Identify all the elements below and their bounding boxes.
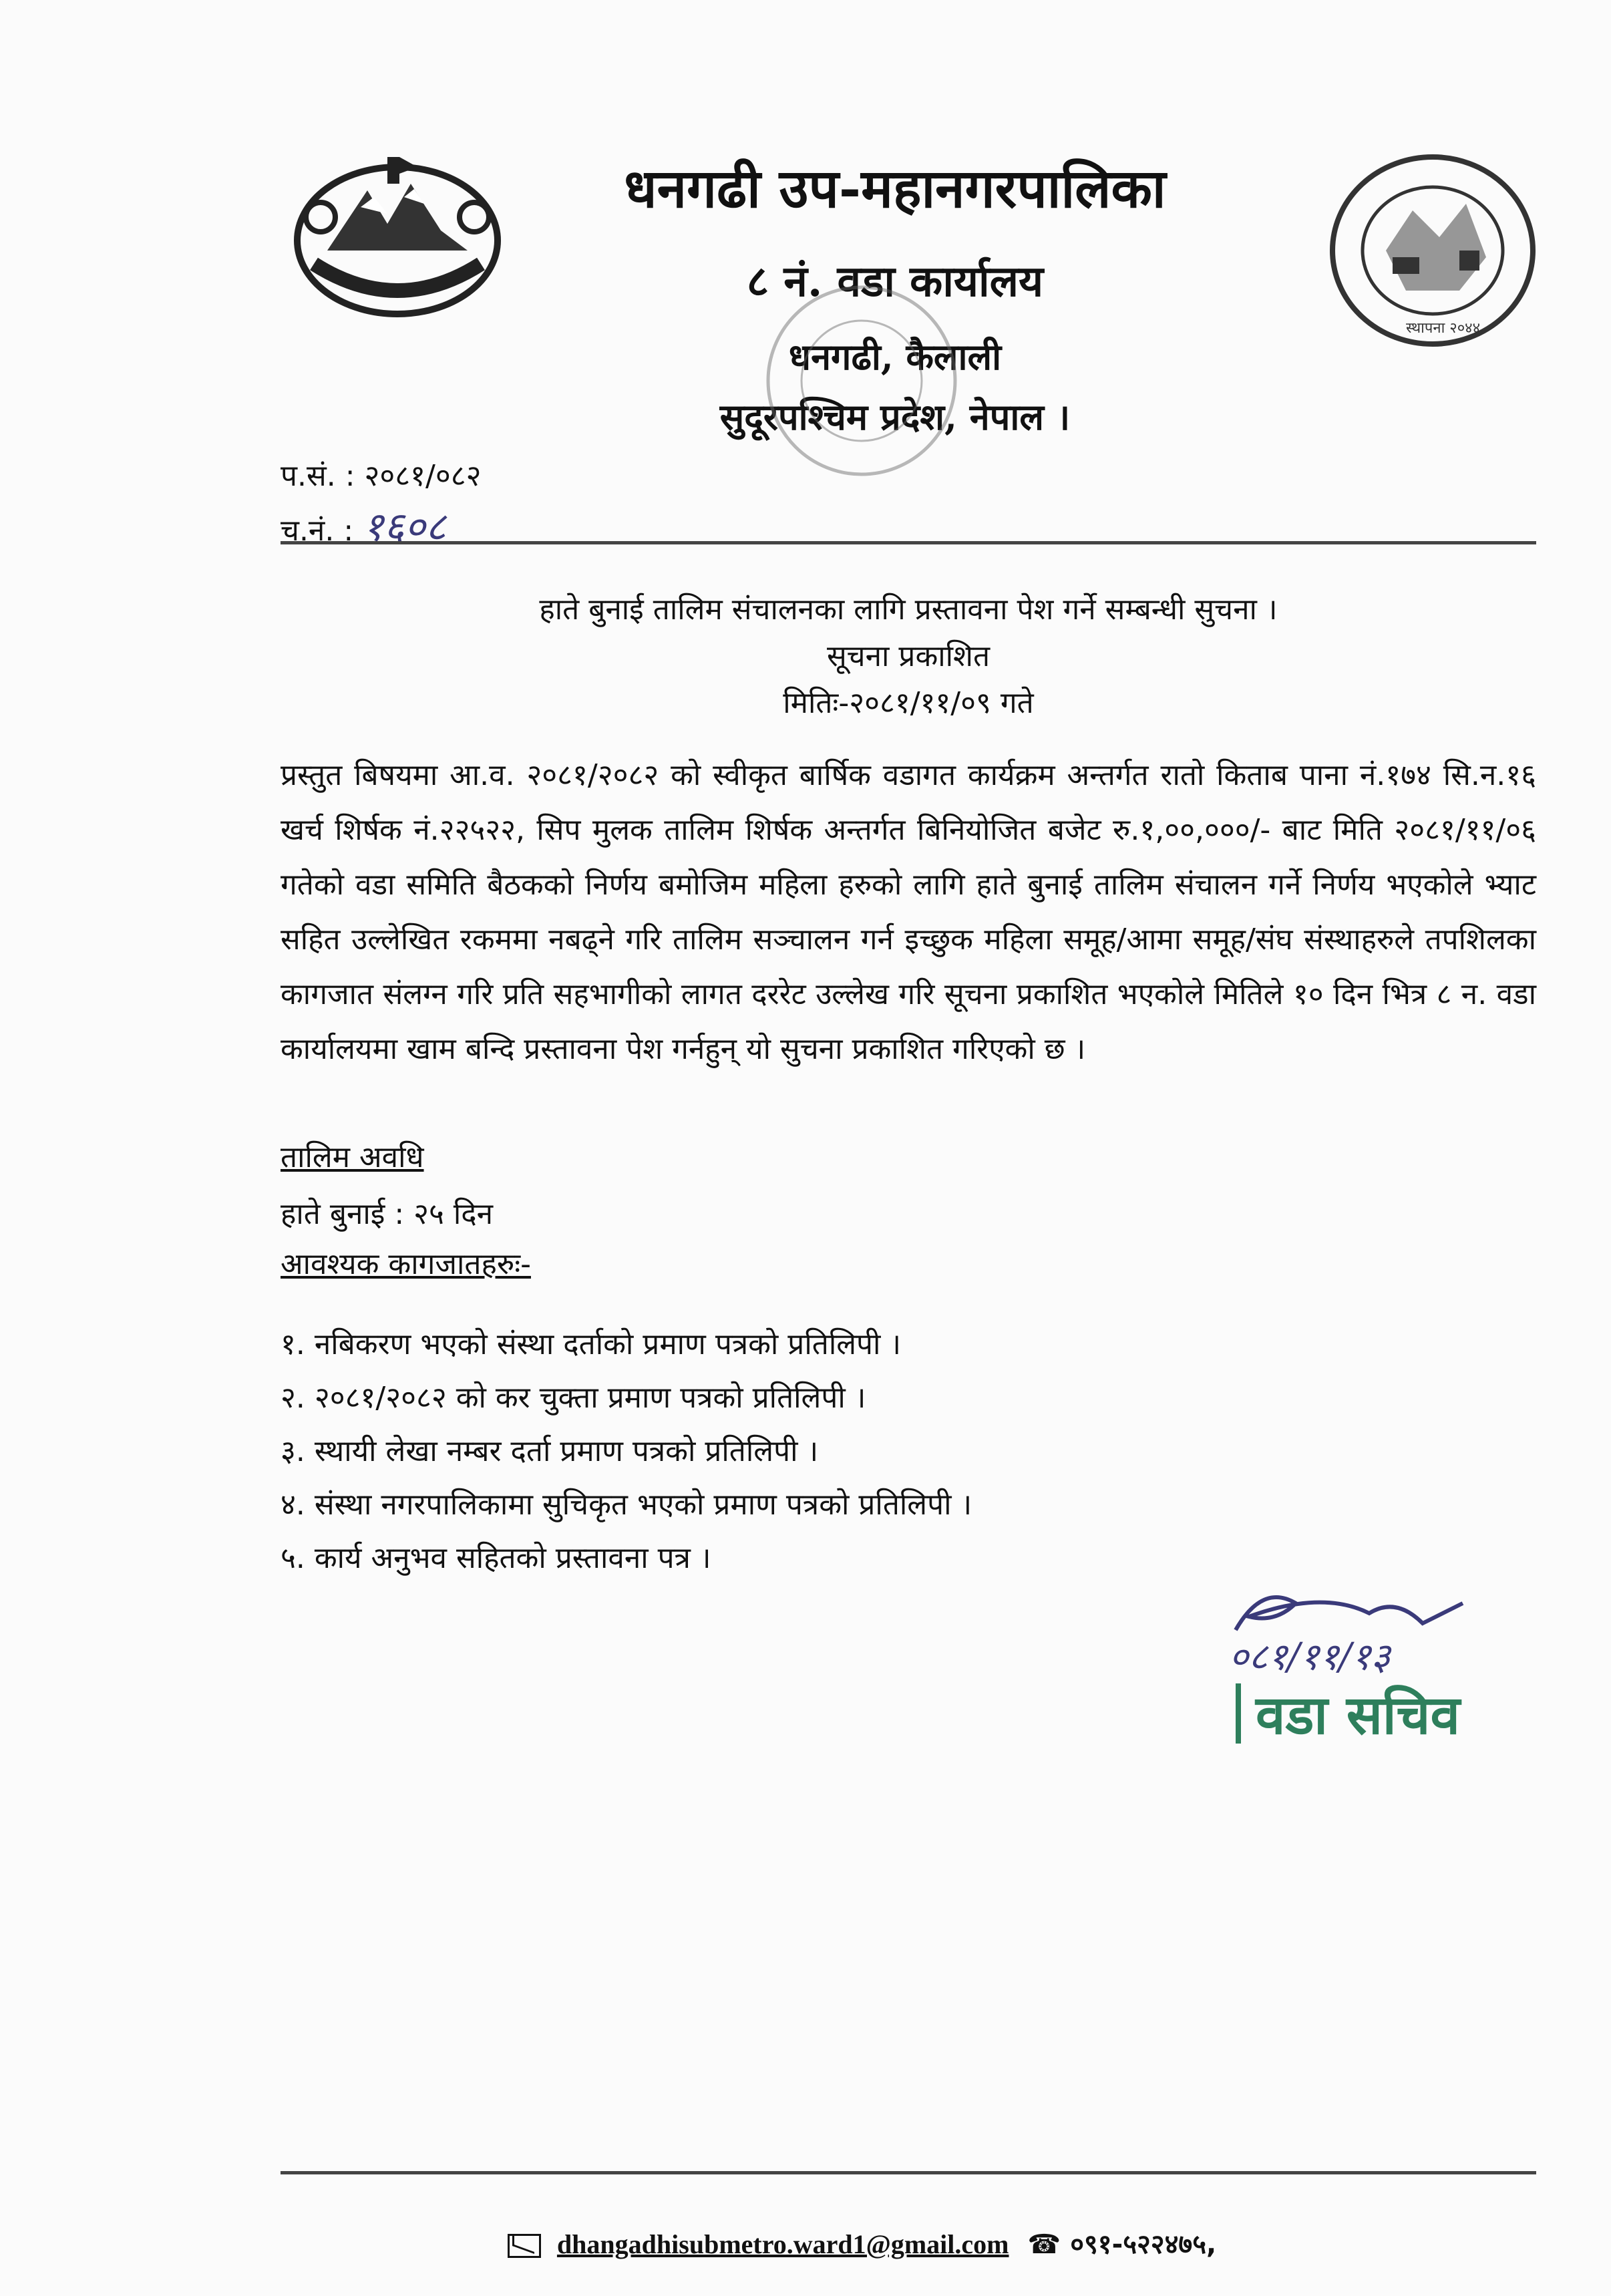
document-item: ५. कार्य अनुभव सहितको प्रस्तावना पत्र । (281, 1541, 711, 1575)
notice-date: मितिः-२०८१/११/०९ गते (783, 686, 1034, 720)
document-item: ४. संस्था नगरपालिकामा सुचिकृत भएको प्रमाण पत्रको प्रतिलिपी । (281, 1488, 972, 1522)
address-line-1: धनगढी, कैलाली (788, 335, 1002, 378)
document-item: २. २०८१/२०८२ को कर चुक्ता प्रमाण पत्रको प्रतिलिपी । (281, 1381, 866, 1415)
duration-value: हाते बुनाई : २५ दिन (281, 1197, 494, 1231)
notice-published: सूचना प्रकाशित (826, 639, 991, 673)
notice-subject: हाते बुनाई तालिम संचालनका लागि प्रस्तावना पेश गर्ने सम्बन्धी सुचना । (539, 593, 1278, 627)
ward-secretary-stamp: वडा सचिव (1256, 1684, 1460, 1746)
phone-icon: ☎ (1027, 2229, 1061, 2260)
signature-date: ०८१/११/१३ (1229, 1635, 1391, 1679)
header-divider (281, 541, 1536, 544)
seal-year-text: स्थापना २०४४ (1406, 320, 1481, 337)
document-item: १. नबिकरण भएको संस्था दर्ताको प्रमाण पत्रको प्रतिलिपी । (281, 1327, 902, 1361)
mail-icon (508, 2234, 541, 2258)
address-line-2: सुदूरपश्चिम प्रदेश, नेपाल । (719, 395, 1071, 438)
duration-label: तालिम अवधि (281, 1140, 424, 1174)
ps-label: प.सं. : (281, 459, 355, 493)
stamp-bar (1236, 1683, 1241, 1744)
cn-value-handwritten: १६०८ (363, 504, 446, 550)
office-stamp-icon (761, 281, 962, 481)
ps-value: २०८१/०८२ (364, 459, 482, 493)
ps-number (281, 454, 482, 494)
footer-phone: ०९१-५२२४७५, (1070, 2229, 1217, 2260)
nepal-emblem-icon (287, 150, 508, 324)
document-item: ३. स्थायी लेखा नम्बर दर्ता प्रमाण पत्रको प्रतिलिपी । (281, 1434, 819, 1468)
documents-label: आवश्यक कागजातहरुः- (281, 1247, 531, 1281)
org-name: धनगढी उप-महानगरपालिका (624, 157, 1166, 220)
footer-email[interactable]: dhangadhisubmetro.ward1@gmail.com (556, 2229, 1009, 2259)
office-name: ८ नं. वडा कार्यालय (746, 257, 1044, 307)
cn-label: च.नं. : (281, 514, 354, 548)
footer-contact (508, 2225, 1216, 2261)
footer-divider (281, 2171, 1536, 2174)
notice-body: प्रस्तुत बिषयमा आ.व. २०८१/२०८२ को स्वीकृत बार्षिक वडागत कार्यक्रम अन्तर्गत रातो किताब पाना नं.१७४ सि.न.१६ खर्च शिर्षक नं.२२५२२, सिप मुलक तालिम शिर्षक अन्तर्गत बिनियोजित बजेट रु.१,००,०००/- बाट मिति २०८१/११/०६ गतेको वडा समिति बैठकको निर्णय बमोजिम महिला हरुको लागि हाते बुनाई तालिम संचालन गर्ने निर्णय भएकोले भ्याट सहित उल्लेखित रकममा नबढ्ने गरि तालिम सञ्चालन गर्न इच्छुक महिला समूह/आमा समूह/संघ संस्थाहरुले तपशिलका कागजात संलग्न गरि प्रति सहभागीको लागत दररेट उल्लेख गरि सूचना प्रकाशित भएकोले मितिले १० दिन भित्र ८ न. वडा कार्यालयमा खाम बन्दि प्रस्तावना पेश गर्नहुन् यो सुचना प्रकाशित गरिएको छ । (281, 758, 1536, 1066)
